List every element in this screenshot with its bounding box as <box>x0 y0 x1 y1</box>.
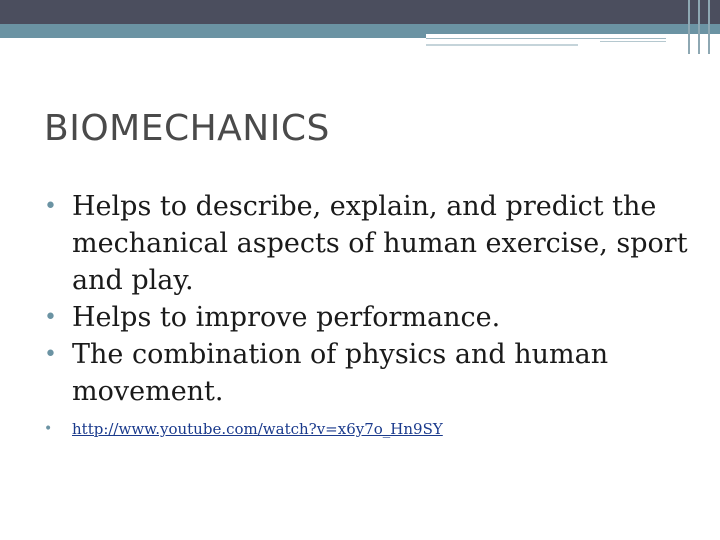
bullet-list <box>28 188 688 440</box>
bullet-icon: • <box>44 194 57 219</box>
bullet-text: Helps to improve performance. <box>72 302 501 333</box>
bullet-icon: • <box>44 342 57 367</box>
bullet-item <box>28 188 688 299</box>
slide-title: BIOMECHANICS <box>44 108 330 149</box>
bullet-icon: • <box>44 305 57 330</box>
header-band-accent <box>0 24 720 34</box>
link-item <box>28 418 688 440</box>
header-rule-line <box>426 44 578 46</box>
youtube-link[interactable]: http://www.youtube.com/watch?v=x6y7o_Hn9SY <box>72 420 443 438</box>
header-rule-line <box>600 41 666 42</box>
bullet-text: The combination of physics and human movement. <box>72 339 609 407</box>
bullet-item <box>28 336 688 410</box>
corner-stripes-decoration <box>684 0 720 54</box>
bullet-icon: • <box>44 421 53 437</box>
header-rule-line <box>426 38 666 39</box>
bullet-text: Helps to describe, explain, and predict the mechanical aspects of human exercise, sport and play. <box>72 191 688 296</box>
bullet-item <box>28 299 688 336</box>
header-band-dark <box>0 0 720 24</box>
header-band-notch <box>0 34 426 38</box>
